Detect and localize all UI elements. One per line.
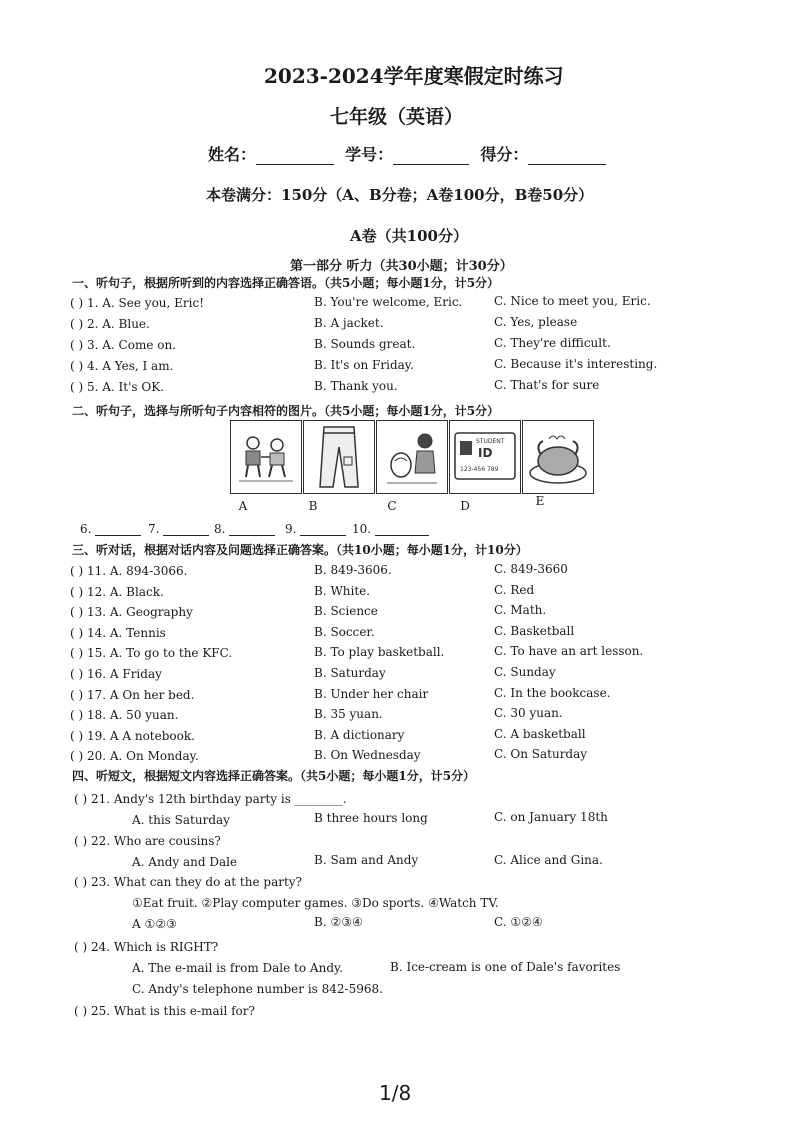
answer-number: 9.	[285, 522, 297, 536]
q21-stem: ( ) 21. Andy's 12th birthday party is ________.	[74, 792, 347, 806]
person-icon	[377, 421, 447, 493]
question-row-stem: ( ) 18. A. 50 yuan.	[70, 708, 179, 723]
question-row-stem: ( ) 15. A. To go to the KFC.	[70, 646, 233, 661]
picture-label: C	[387, 499, 397, 513]
question-row-stem: ( ) 11. A. 894-3066.	[70, 564, 188, 578]
exam-subtitle: 七年级（英语）	[330, 106, 464, 128]
question-row-stem: ( ) 16. A Friday	[70, 667, 162, 681]
option-c[interactable]: C. Basketball	[494, 623, 575, 638]
option-c[interactable]: C. That's for sure	[494, 378, 600, 392]
picture-label: A	[238, 499, 248, 513]
q24-option-c[interactable]: C. Andy's telephone number is 842-5968.	[132, 982, 383, 996]
answer-blank[interactable]	[300, 522, 346, 536]
answer-number: 8.	[214, 522, 226, 536]
answer-blank[interactable]	[95, 522, 141, 536]
picture-d	[449, 420, 521, 494]
q24-option-a[interactable]: A. The e-mail is from Dale to Andy.	[132, 961, 343, 975]
question-row-stem: ( ) 14. A. Tennis	[70, 625, 166, 640]
svg-text:ID: ID	[478, 446, 493, 460]
q24-stem: ( ) 24. Which is RIGHT?	[74, 940, 219, 954]
q21-option-c[interactable]: C. on January 18th	[494, 810, 608, 824]
option-c[interactable]: C. 849-3660	[494, 562, 568, 576]
answer-blank-group	[80, 522, 141, 536]
q23-option-c[interactable]: C. ①②④	[494, 915, 543, 929]
question-row-stem: ( ) 12. A. Black.	[70, 584, 164, 599]
question-row-stem: ( ) 19. A A notebook.	[70, 728, 195, 743]
part1-heading: 第一部分 听力（共30小题；计30分）	[290, 259, 513, 274]
question-row-stem: ( ) 2. A. Blue.	[70, 317, 150, 331]
option-c[interactable]: C. On Saturday	[494, 747, 588, 762]
pants-icon	[304, 421, 374, 493]
option-c[interactable]: C. Nice to meet you, Eric.	[494, 294, 651, 308]
option-c[interactable]: C. Math.	[494, 603, 547, 618]
q22-option-c[interactable]: C. Alice and Gina.	[494, 853, 603, 867]
option-c[interactable]: C. They're difficult.	[494, 336, 611, 350]
picture-e	[522, 420, 594, 494]
q23-option-b[interactable]: B. ②③④	[314, 915, 363, 929]
option-c[interactable]: C. A basketball	[494, 726, 586, 741]
answer-blank-group	[214, 522, 275, 536]
id-blank[interactable]	[393, 148, 469, 165]
answer-blank[interactable]	[163, 522, 209, 536]
option-c[interactable]: C. To have an art lesson.	[494, 644, 644, 659]
answer-number: 10.	[352, 522, 372, 536]
q23-choices: ①Eat fruit. ②Play computer games. ③Do sports. ④Watch TV.	[132, 896, 499, 910]
student-info-row	[208, 142, 606, 165]
option-b[interactable]: B. A dictionary	[314, 727, 405, 742]
svg-text:123-456 789: 123-456 789	[460, 466, 499, 473]
paper-a-heading: A卷（共100分）	[350, 227, 468, 245]
people-icon	[231, 421, 301, 493]
option-b[interactable]: B. To play basketball.	[314, 645, 445, 660]
svg-text:STUDENT: STUDENT	[476, 438, 505, 445]
picture-label: E	[535, 494, 545, 508]
page-number: 1/8	[379, 1081, 412, 1105]
option-c[interactable]: C. Red	[494, 582, 535, 597]
picture-label: D	[460, 499, 470, 513]
option-b[interactable]: B. Thank you.	[314, 379, 398, 393]
q23-option-a[interactable]: A ①②③	[132, 917, 177, 931]
q22-option-a[interactable]: A. Andy and Dale	[132, 855, 238, 869]
picture-a	[230, 420, 302, 494]
question-row-stem: ( ) 13. A. Geography	[70, 605, 193, 620]
option-c[interactable]: C. Sunday	[494, 665, 556, 679]
score-label: 得分：	[480, 145, 529, 164]
picture-b	[303, 420, 375, 494]
section1-heading: 一、听句子，根据所听到的内容选择正确答语。（共5小题；每小题1分，计5分）	[72, 276, 500, 290]
answer-blank-group	[285, 522, 346, 536]
full-score-note: 本卷满分：150分（A、B分卷；A卷100分，B卷50分）	[206, 186, 594, 204]
option-b[interactable]: B. 849-3606.	[314, 563, 392, 577]
name-label: 姓名：	[208, 145, 257, 164]
score-blank[interactable]	[528, 148, 606, 165]
option-b[interactable]: B. You're welcome, Eric.	[314, 295, 463, 309]
question-row-stem: ( ) 3. A. Come on.	[70, 338, 177, 352]
id-card-icon	[450, 421, 520, 493]
q24-option-b[interactable]: B. Ice-cream is one of Dale's favorites	[390, 960, 621, 974]
section3-heading: 三、听对话，根据对话内容及问题选择正确答案。（共10小题；每小题1分，计10分）	[72, 543, 528, 557]
option-b[interactable]: B. 35 yuan.	[314, 707, 383, 722]
q22-option-b[interactable]: B. Sam and Andy	[314, 853, 419, 867]
option-c[interactable]: C. Because it's interesting.	[494, 357, 658, 371]
q25-stem: ( ) 25. What is this e-mail for?	[74, 1004, 255, 1018]
q23-stem: ( ) 23. What can they do at the party?	[74, 875, 302, 889]
section2-heading: 二、听句子，选择与所听句子内容相符的图片。（共5小题；每小题1分，计5分）	[72, 404, 500, 418]
q22-stem: ( ) 22. Who are cousins?	[74, 834, 221, 848]
q21-option-b[interactable]: B three hours long	[314, 811, 428, 825]
option-b[interactable]: B. Saturday	[314, 666, 386, 680]
option-b[interactable]: B. Science	[314, 604, 378, 619]
option-b[interactable]: B. Sounds great.	[314, 337, 416, 351]
question-row-stem: ( ) 17. A On her bed.	[70, 687, 195, 702]
option-b[interactable]: B. On Wednesday	[314, 748, 421, 763]
answer-blank-group	[352, 522, 429, 536]
question-row-stem: ( ) 4. A Yes, I am.	[70, 359, 174, 373]
name-blank[interactable]	[256, 148, 334, 165]
answer-number: 7.	[148, 522, 160, 536]
option-b[interactable]: B. It's on Friday.	[314, 358, 414, 372]
option-c[interactable]: C. Yes, please	[494, 315, 578, 329]
question-row-stem: ( ) 5. A. It's OK.	[70, 380, 165, 394]
option-c[interactable]: C. 30 yuan.	[494, 706, 563, 721]
option-c[interactable]: C. In the bookcase.	[494, 685, 611, 700]
section4-heading: 四、听短文，根据短文内容选择正确答案。（共5小题；每小题1分，计5分）	[72, 769, 476, 783]
option-b[interactable]: B. A jacket.	[314, 316, 384, 330]
picture-label: B	[308, 499, 318, 513]
answer-blank[interactable]	[229, 522, 275, 536]
id-label: 学号：	[345, 145, 394, 164]
exam-title: 2023-2024学年度寒假定时练习	[264, 64, 564, 88]
question-row-stem: ( ) 1. A. See you, Eric!	[70, 296, 205, 310]
option-b[interactable]: B. Under her chair	[314, 686, 429, 701]
option-b[interactable]: B. White.	[314, 583, 371, 598]
answer-blank[interactable]	[375, 522, 429, 536]
question-row-stem: ( ) 20. A. On Monday.	[70, 749, 199, 764]
q21-option-a[interactable]: A. this Saturday	[132, 813, 230, 827]
picture-c	[376, 420, 448, 494]
answer-blank-group	[148, 522, 209, 536]
option-b[interactable]: B. Soccer.	[314, 624, 375, 639]
roast-chicken-icon	[523, 421, 593, 493]
answer-number: 6.	[80, 522, 92, 536]
